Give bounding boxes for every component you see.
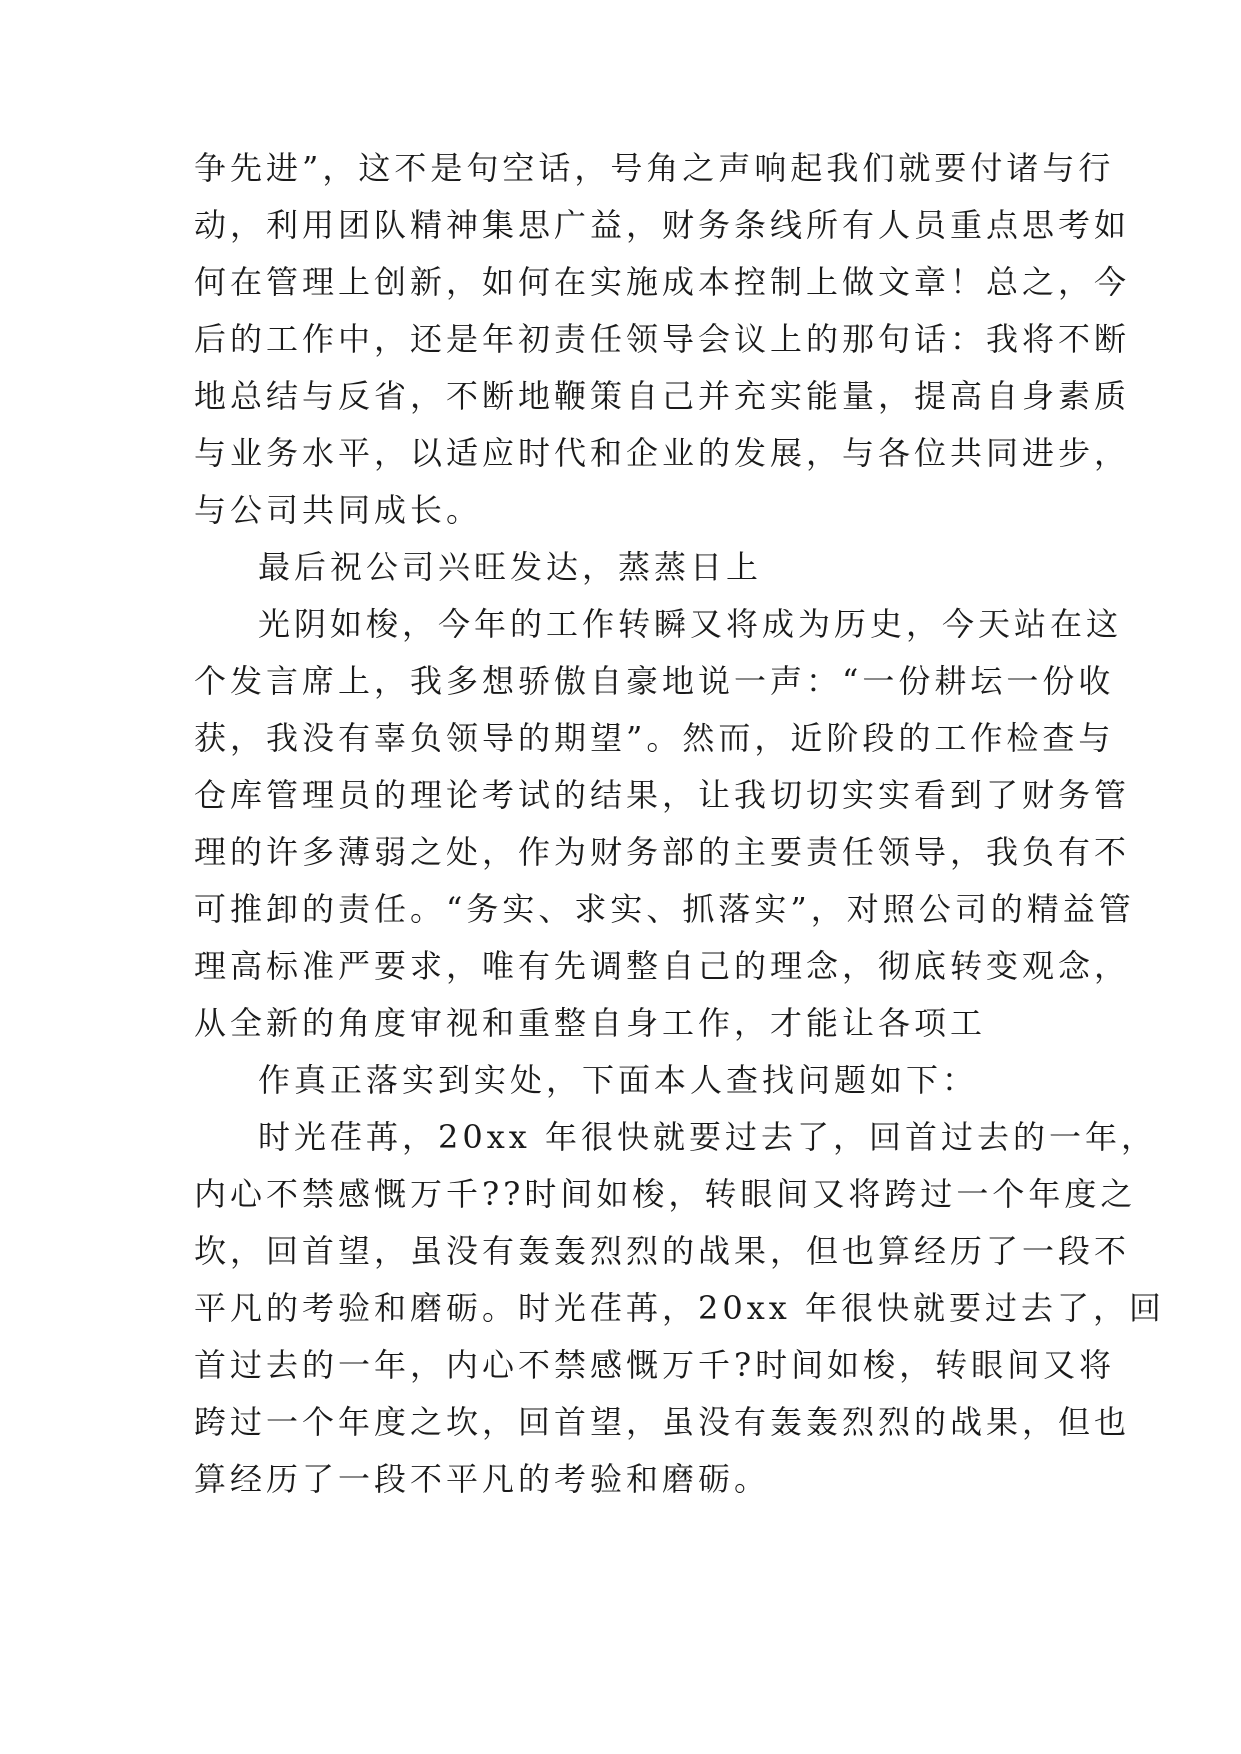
text-line: 个发言席上，我多想骄傲自豪地说一声：“一份耕坛一份收 — [194, 662, 1115, 700]
text-line: 地总结与反省，不断地鞭策自己并充实能量，提高自身素质 — [194, 377, 1131, 415]
text-line: 内心不禁感慨万千??时间如梭，转眼间又将跨过一个年度之 — [194, 1175, 1137, 1213]
text-line: 首过去的一年，内心不禁感慨万千?时间如梭，转眼间又将 — [194, 1346, 1116, 1384]
text-line: 仓库管理员的理论考试的结果，让我切切实实看到了财务管 — [194, 776, 1131, 814]
text-line: 与业务水平，以适应时代和企业的发展，与各位共同进步， — [194, 434, 1131, 472]
text-line: 可推卸的责任。“务实、求实、抓落实”，对照公司的精益管 — [194, 890, 1135, 928]
text-line: 算经历了一段不平凡的考验和磨砺。 — [194, 1460, 771, 1498]
text-line: 作真正落实到实处，下面本人查找问题如下： — [258, 1061, 979, 1099]
text-line: 理高标准严要求，唯有先调整自己的理念，彻底转变观念， — [194, 947, 1131, 985]
text-line: 跨过一个年度之坎，回首望，虽没有轰轰烈烈的战果，但也 — [194, 1403, 1131, 1441]
text-line: 后的工作中，还是年初责任领导会议上的那句话：我将不断 — [194, 320, 1131, 358]
text-line: 动，利用团队精神集思广益，财务条线所有人员重点思考如 — [194, 206, 1131, 244]
text-line: 时光荏苒，20xx 年很快就要过去了，回首过去的一年， — [258, 1118, 1157, 1156]
text-line: 最后祝公司兴旺发达，蒸蒸日上 — [258, 548, 763, 586]
text-line: 从全新的角度审视和重整自身工作，才能让各项工 — [194, 1004, 987, 1042]
text-line: 光阴如梭，今年的工作转瞬又将成为历史，今天站在这 — [258, 605, 1123, 643]
text-line: 坎，回首望，虽没有轰轰烈烈的战果，但也算经历了一段不 — [194, 1232, 1131, 1270]
text-line: 平凡的考验和磨砺。时光荏苒，20xx 年很快就要过去了，回 — [194, 1289, 1165, 1327]
text-line: 与公司共同成长。 — [194, 491, 483, 529]
text-line: 何在管理上创新，如何在实施成本控制上做文章！总之，今 — [194, 263, 1131, 301]
text-line: 争先进”，这不是句空话，号角之声响起我们就要付诸与行 — [194, 149, 1115, 187]
text-line: 获，我没有辜负领导的期望”。然而，近阶段的工作检查与 — [194, 719, 1115, 757]
text-line: 理的许多薄弱之处，作为财务部的主要责任领导，我负有不 — [194, 833, 1131, 871]
